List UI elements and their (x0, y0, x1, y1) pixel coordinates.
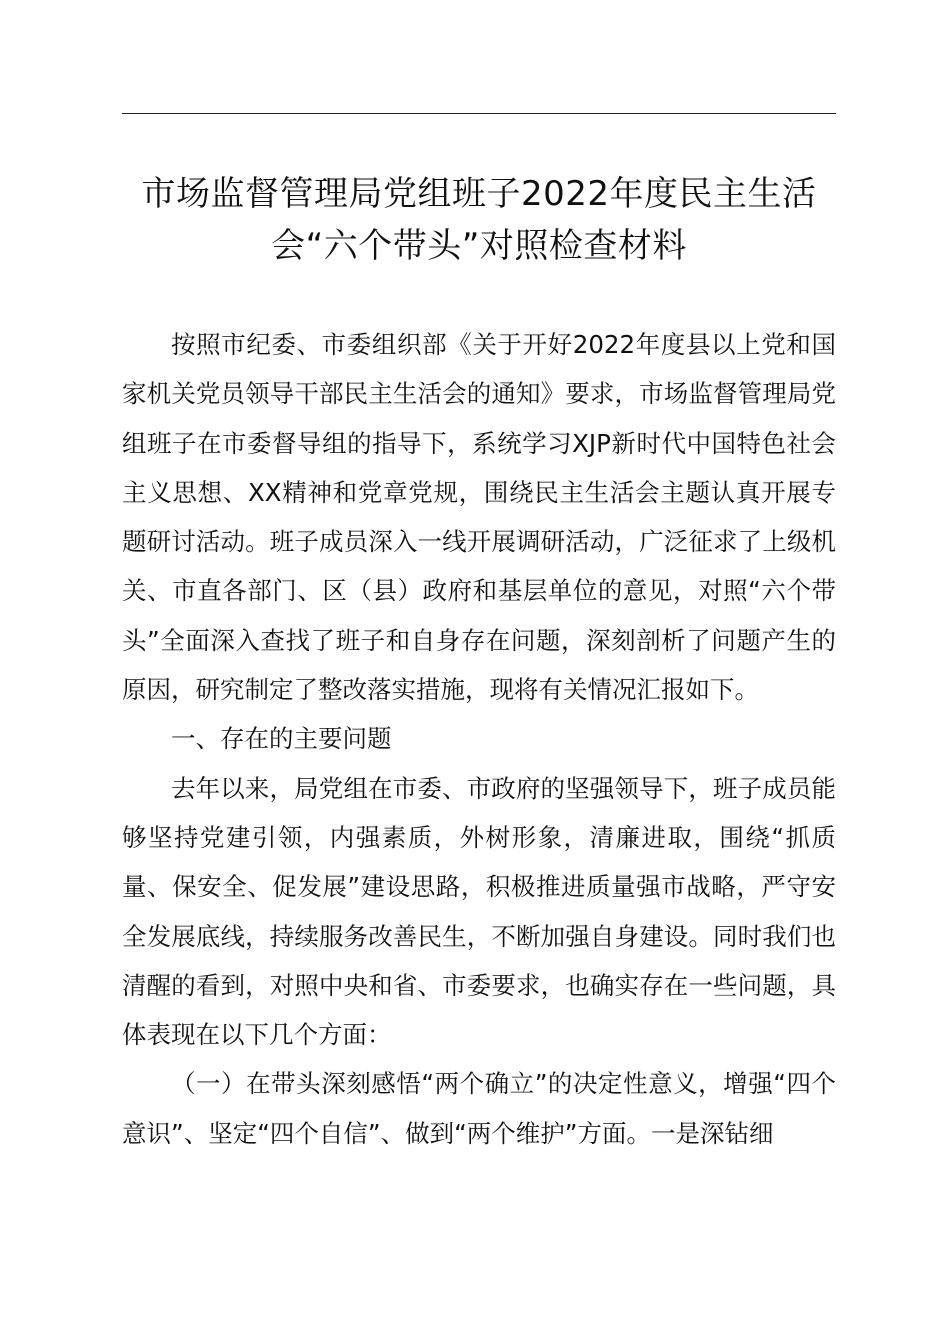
header-rule (122, 113, 836, 114)
paragraph-overview: 去年以来，局党组在市委、市政府的坚强领导下，班子成员能够坚持党建引领，内强素质，外树形象，清廉进取，围绕“抓质量、保安全、促发展”建设思路，积极推进质量强市战略，严守安全发展底线，持续服务改善民生，不断加强自身建设。同时我们也清醒的看到，对照中央和省、市委要求，也确实存在一些问题，具体表现在以下几个方面： (122, 773, 836, 1050)
paragraph-intro: 按照市纪委、市委组织部《关于开好2022年度县以上党和国家机关党员领导干部民主生活会的通知》要求，市场监督管理局党组班子在市委督导组的指导下，系统学习XJP新时代中国特色社会主义思想、XX精神和党章党规，围绕民主生活会主题认真开展专题研讨活动。班子成员深入一线开展调研活动，广泛征求了上级机关、市直各部门、区（县）政府和基层单位的意见，对照“六个带头”全面深入查找了班子和自身存在问题，深刻剖析了问题产生的原因，研究制定了整改落实措施，现将有关情况汇报如下。 (122, 330, 836, 705)
paragraph-item-1: （一）在带头深刻感悟“两个确立”的决定性意义，增强“四个意识”、坚定“四个自信”、做到“两个维护”方面。一是深钻细 (122, 1069, 836, 1148)
document-body (122, 320, 836, 1158)
document-title (122, 168, 836, 272)
title-line-2: 会“六个带头”对照检查材料 (271, 226, 687, 266)
section-heading-problems: 一、存在的主要问题 (171, 724, 392, 754)
title-line-1: 市场监督管理局党组班子2022年度民主生活 (141, 174, 817, 214)
